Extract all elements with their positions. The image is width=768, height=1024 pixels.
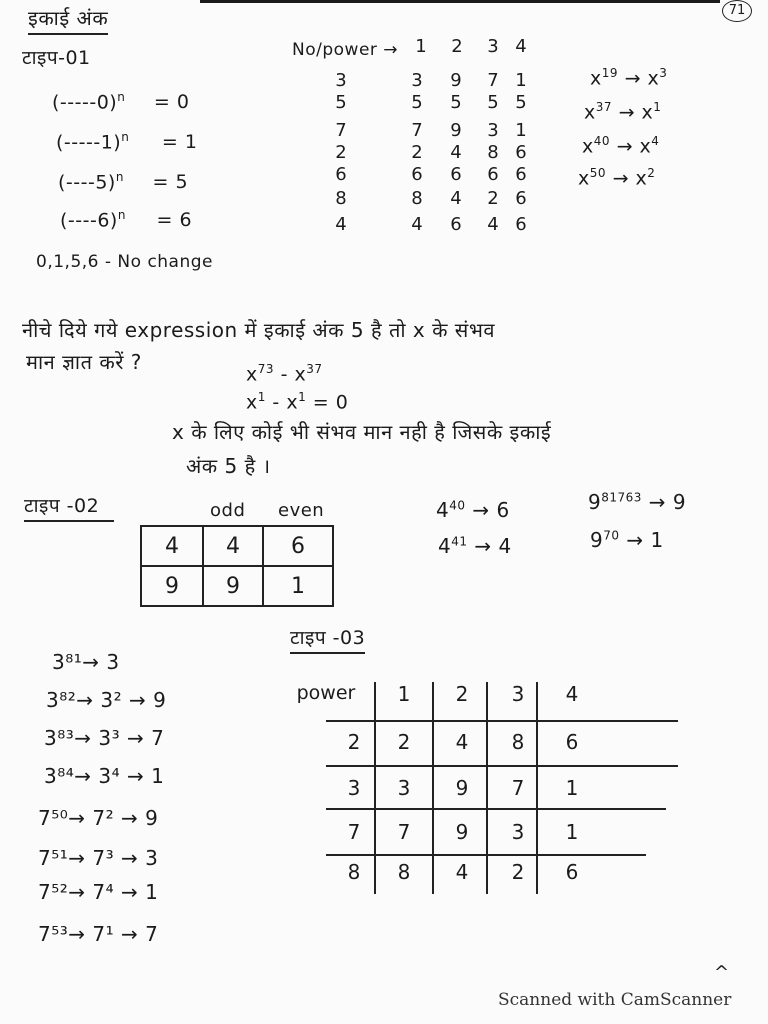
x-power-item: $x^{19} \to x^3$ [590, 66, 668, 90]
power-table-cell: 4 [411, 214, 423, 235]
power-table-cell: 5 [450, 92, 462, 113]
x-power-item: $x^{50} \to x^2$ [578, 166, 656, 190]
power-table-cell: 9 [450, 120, 462, 141]
type1-rule: $(-----1)^n = 1$ [56, 130, 198, 154]
odd-column-header: odd [210, 500, 246, 521]
power-table-cell: 6 [487, 164, 499, 185]
grid-row-number: 7 [347, 820, 361, 844]
grid-cell: 2 [511, 860, 525, 884]
question-line-1: नीचे दिये गये expression में इकाई अंक 5 है तो x के संभव [22, 318, 496, 342]
grid-row-number: 8 [347, 860, 361, 884]
grid-cell: 8 [511, 730, 525, 754]
power-table-cell: 6 [515, 214, 527, 235]
power-table-cell: 8 [487, 142, 499, 163]
grid-power-header: 3 [511, 682, 525, 706]
type2-example: $4^{40} \to 6$ [436, 498, 510, 522]
scanner-watermark: Scanned with CamScanner [498, 990, 732, 1010]
type1-label: टाइप-01 [22, 47, 91, 69]
grid-cell: 9 [455, 776, 469, 800]
power-table-cell: 6 [450, 164, 462, 185]
question-line-2: मान ज्ञात करें ? [26, 350, 142, 374]
grid-header-label: power [296, 682, 356, 704]
grid-cell: 3 [397, 776, 411, 800]
power-row-number: 7 [335, 120, 347, 141]
power-header-cell: 3 [487, 36, 499, 57]
page-heading: इकाई अंक [28, 4, 108, 35]
table-cell: 9 [203, 566, 263, 606]
type1-rule: $(----5)^n = 5$ [58, 170, 189, 194]
power-table-cell: 9 [450, 70, 462, 91]
page-number: 71 [722, 0, 752, 22]
grid-row-number: 3 [347, 776, 361, 800]
type2-example: $9^{70} \to 1$ [590, 528, 664, 552]
power-table-cell: 1 [515, 70, 527, 91]
type3-label: टाइप -03 [290, 624, 365, 654]
power-row-number: 5 [335, 92, 347, 113]
power-table-cell: 1 [515, 120, 527, 141]
grid-cell: 7 [397, 820, 411, 844]
table-cell: 1 [263, 566, 333, 606]
power-header-cell: 4 [515, 36, 527, 57]
grid-cell: 2 [397, 730, 411, 754]
grid-row-number: 2 [347, 730, 361, 754]
power-table-cell: 6 [411, 164, 423, 185]
grid-line [432, 682, 434, 894]
grid-cell: 1 [565, 820, 579, 844]
power-row-number: 2 [335, 142, 347, 163]
type3-example: 3⁸¹→ 3 [52, 650, 120, 674]
expression-1: $x^{73} - x^{37}$ [246, 362, 323, 386]
grid-power-header: 2 [455, 682, 469, 706]
power-cycle-grid [290, 680, 650, 895]
power-table-cell: 2 [487, 188, 499, 209]
grid-line [326, 765, 678, 767]
power-table-cell: 5 [487, 92, 499, 113]
type3-example: 3⁸²→ 3² → 9 [46, 688, 167, 712]
type1-rule: $(----6)^n = 6$ [60, 208, 193, 232]
power-row-number: 6 [335, 164, 347, 185]
power-row-number: 8 [335, 188, 347, 209]
type3-example: 3⁸³→ 3³ → 7 [44, 726, 165, 750]
type2-example: $9^{81763} \to 9$ [588, 490, 687, 514]
grid-cell: 8 [397, 860, 411, 884]
grid-cell: 4 [455, 860, 469, 884]
table-cell: 6 [263, 526, 333, 566]
table-cell: 9 [141, 566, 203, 606]
page-top-edge [200, 0, 720, 3]
type3-example: 7⁵¹→ 7³ → 3 [38, 846, 159, 870]
table-cell: 4 [203, 526, 263, 566]
grid-cell: 7 [511, 776, 525, 800]
type1-note: 0,1,5,6 - No change [36, 252, 214, 272]
grid-line [374, 682, 376, 894]
power-row-number: 3 [335, 70, 347, 91]
power-table-cell: 7 [487, 70, 499, 91]
answer-line-2: अंक 5 है । [186, 454, 271, 478]
power-table-cell: 3 [411, 70, 423, 91]
grid-cell: 4 [455, 730, 469, 754]
odd-even-table [140, 525, 334, 607]
power-table-cell: 2 [411, 142, 423, 163]
power-table-cell: 6 [450, 214, 462, 235]
table-row [141, 566, 333, 606]
grid-line [326, 808, 666, 810]
power-table-cell: 7 [411, 120, 423, 141]
type3-example: 3⁸⁴→ 3⁴ → 1 [44, 764, 165, 788]
caret-mark: ^ [714, 962, 730, 983]
power-table-cell: 8 [411, 188, 423, 209]
power-row-number: 4 [335, 214, 347, 235]
grid-line [486, 682, 488, 894]
x-power-item: $x^{40} \to x^4$ [582, 134, 660, 158]
even-column-header: even [278, 500, 325, 521]
grid-cell: 3 [511, 820, 525, 844]
grid-line [326, 720, 678, 722]
table-row [141, 526, 333, 566]
type3-example: 7⁵²→ 7⁴ → 1 [38, 880, 159, 904]
power-table-cell: 5 [411, 92, 423, 113]
x-power-item: $x^{37} \to x^1$ [584, 100, 662, 124]
expression-2: $x^1 - x^1 = 0$ [246, 390, 349, 414]
power-header-cell: 1 [415, 36, 427, 57]
grid-cell: 1 [565, 776, 579, 800]
power-table-cell: 6 [515, 164, 527, 185]
type3-example: 7⁵³→ 7¹ → 7 [38, 922, 159, 946]
grid-line [326, 854, 646, 856]
type3-example: 7⁵⁰→ 7² → 9 [38, 806, 159, 830]
power-table-cell: 4 [487, 214, 499, 235]
power-table-cell: 3 [487, 120, 499, 141]
type1-rule: $(-----0)^n = 0$ [52, 90, 190, 114]
type2-label: टाइप -02 [24, 492, 114, 522]
table-cell: 4 [141, 526, 203, 566]
power-table-cell: 5 [515, 92, 527, 113]
power-header-cell: 2 [451, 36, 463, 57]
type2-example: $4^{41} \to 4$ [438, 534, 512, 558]
answer-line-1: x के लिए कोई भी संभव मान नही है जिसके इकाई [172, 420, 552, 444]
power-table-cell: 6 [515, 188, 527, 209]
grid-cell: 6 [565, 730, 579, 754]
power-table-cell: 4 [450, 188, 462, 209]
grid-power-header: 4 [565, 682, 579, 706]
power-table-cell: 4 [450, 142, 462, 163]
power-table-cell: 6 [515, 142, 527, 163]
grid-cell: 6 [565, 860, 579, 884]
power-table-header: No/power → [292, 40, 399, 60]
grid-cell: 9 [455, 820, 469, 844]
grid-power-header: 1 [397, 682, 411, 706]
